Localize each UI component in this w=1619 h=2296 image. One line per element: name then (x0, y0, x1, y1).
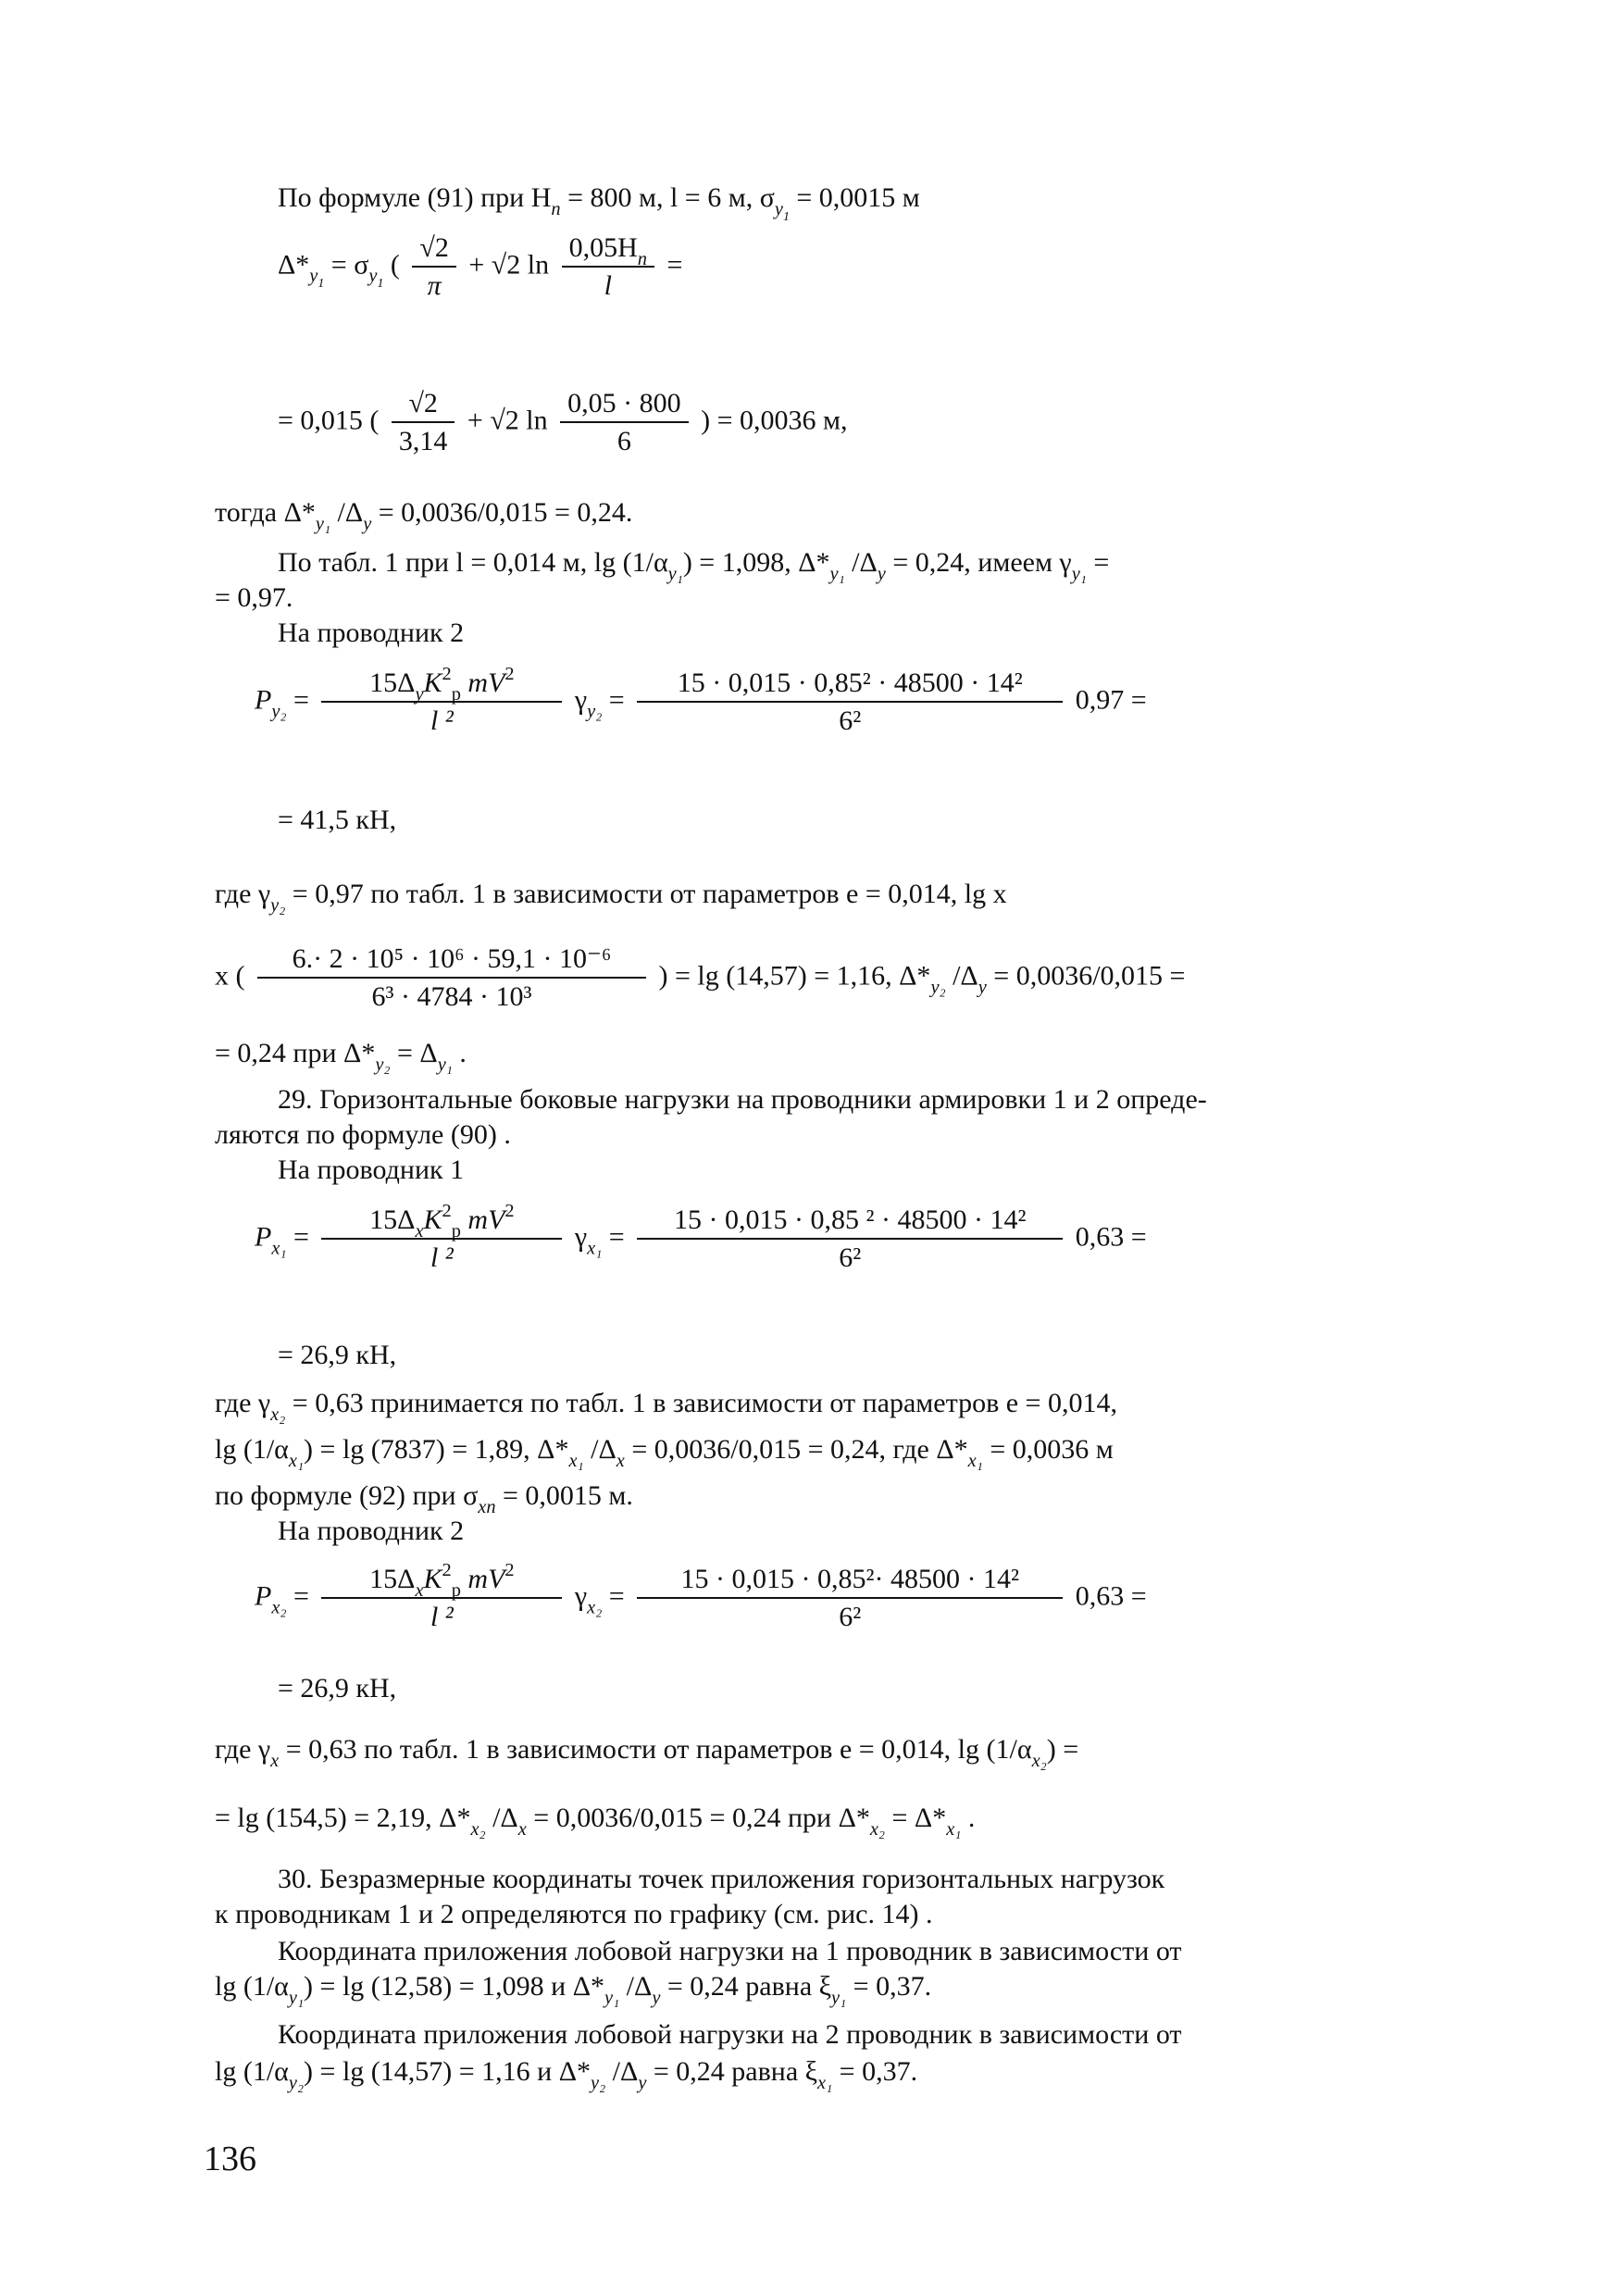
paragraph-30: Координата приложения лобовой нагрузки на 1 проводник в зависимости от (278, 1936, 1182, 1966)
text-line: = 0,97. (215, 582, 293, 613)
sub: y1 (368, 266, 384, 292)
equation-Py2: $P_{y_2}$ = $\frac{15\Delta_yK^2_p mV^2}{\text{l ²}}$ $\gamma_{y_2}$ = $\frac{\text{15 · 0,015 · 0,85² · 48500 · 14²}}{\text{6²}}$ 0,97 = (255, 663, 1147, 737)
text: = (666, 249, 683, 281)
text: Δ* (278, 249, 310, 281)
sub: y1 (309, 266, 325, 292)
text-line: По табл. 1 при l = 0,014 м, $\lg (1/\alpha_{y_1}) = 1,098$, $\Delta*_{y_1}$ $/\Delta_y = 0,24$, имеем $\gamma_{y_1}$ = (278, 547, 1110, 585)
text: + √2 ln (468, 249, 550, 281)
text: ( (383, 249, 400, 281)
fraction: $\frac{√2}{3,14}$ (392, 387, 455, 458)
paragraph-30: $\lg (1/\alpha_{y_2}) = \lg (14,57) = 1,16$ и $\Delta*_{y_2}$ $/\Delta_y = 0,24$ равна $\xi_{x_1} = 0,37$. (215, 2056, 918, 2094)
paragraph-30: Координата приложения лобовой нагрузки на 2 проводник в зависимости от (278, 2019, 1182, 2050)
paragraph-30: к проводникам 1 и 2 определяются по графику (см. рис. 14) . (215, 1899, 933, 1929)
text-line: = lg (154,5) = 2,19, $\Delta*_{x_2}$ $/\Delta_x = 0,0036/0,015 = 0,24$ при $\Delta*_{x_2} = \Delta*_{x_1}$ . (215, 1803, 976, 1841)
fraction: $\frac{15\Delta_xK^2_p mV^2}{\text{l ²}}$ (321, 1204, 562, 1275)
text-line: На проводник 2 (278, 1516, 465, 1546)
text-line: тогда $\Delta*_{y_1}$ $/\Delta_y = 0,0036/0,015 = 0,24$. (215, 497, 633, 535)
fraction: $\frac{\text{15 · 0,015 · 0,85²· 48500 · 14²}}{\text{6²}}$ (637, 1563, 1063, 1634)
fraction: $\frac{0,05 \cdot 800}{6}$ (560, 387, 689, 458)
equation-Px2: $P_{x_2}$ = $\frac{15\Delta_xK^2_p mV^2}{\text{l ²}}$ $\gamma_{x_2}$ = $\frac{\text{15 · 0,015 · 0,85²· 48500 · 14²}}{\text{6²}}$ 0,63 = (255, 1559, 1147, 1633)
fraction: $\frac{\text{15 · 0,015 · 0,85 ² · 48500 · 14²}}{\text{6²}}$ (637, 1204, 1063, 1275)
fraction: $\frac{√2}{\pi}$ (412, 231, 455, 303)
equation-lg: x ( $\frac{\text{6.· 2 · 10⁵ · 10⁶ · 59,1 · 10⁻⁶}}{\text{6³ · 4784 · 10³}}$ ) = lg (14,57) = 1,16, $\Delta*_{y_2}$ $/\Delta_y = 0,0036/0,015$ = (215, 943, 1186, 1013)
paragraph-30: 30. Безразмерные координаты точек приложения горизонтальных нагрузок (278, 1864, 1165, 1894)
equation-delta-y1 (278, 231, 682, 303)
fraction: $\frac{0,05H_n}{l}$ (562, 231, 654, 303)
page-number: 136 (204, 2140, 256, 2178)
text: = σ (330, 249, 369, 281)
text-line: = 41,5 кН, (278, 805, 397, 835)
fraction: $\frac{15\Delta_xK^2_p mV^2}{\text{l ²}}$ (321, 1563, 562, 1634)
equation-delta-y1-numeric (278, 387, 848, 458)
paragraph-30: $\lg (1/\alpha_{y_1}) = \lg (12,58) = 1,098$ и $\Delta*_{y_1}$ $/\Delta_y = 0,24$ равна $\xi_{y_1} = 0,37$. (215, 1971, 932, 2009)
sub: n (551, 199, 561, 220)
text-line: по формуле (92) при $\sigma_{xn} = 0,0015$ м. (215, 1480, 633, 1518)
text: = 0,015 ( (278, 405, 380, 436)
text: = 800 м, l = 6 м, σ (560, 182, 775, 213)
text: По формуле (91) при H (278, 182, 552, 213)
text-line: = 0,24 при $\Delta*_{y_2} = \Delta_{y_1}$ . (215, 1038, 467, 1076)
text-line: где $\gamma_{y_2} = 0,97$ по табл. 1 в зависимости от параметров e = 0,014, lg x (215, 879, 1007, 917)
text-line: = 26,9 кН, (278, 1673, 397, 1703)
fraction: $\frac{15\Delta_yK^2_p mV^2}{\text{l ²}}$ (321, 667, 562, 738)
text-line: На проводник 2 (278, 618, 465, 648)
formula-91-intro (278, 181, 920, 225)
text-line: $\lg (1/\alpha_{x_1}) = \lg (7837) = 1,89$, $\Delta*_{x_1}$ $/\Delta_x = 0,0036/0,015 = 0,24$, где $\Delta*_{x_1} = 0,0036$ м (215, 1434, 1114, 1472)
paragraph-29: ляются по формуле (90) . (215, 1119, 511, 1150)
equation-Px1: $P_{x_1}$ = $\frac{15\Delta_xK^2_p mV^2}{\text{l ²}}$ $\gamma_{x_1}$ = $\frac{\text{15 · 0,015 · 0,85 ² · 48500 · 14²}}{\text{6²}}$ 0,63 = (255, 1200, 1147, 1274)
text-line: На проводник 1 (278, 1154, 465, 1185)
paragraph-29: 29. Горизонтальные боковые нагрузки на проводники армировки 1 и 2 опреде- (278, 1084, 1207, 1115)
text: = 0,0015 м (789, 182, 920, 213)
text-line: где $\gamma_x = 0,63$ по табл. 1 в зависимости от параметров e = 0,014, $\lg (1/\alpha_{x_2})$ = (215, 1734, 1079, 1772)
text-line: = 26,9 кН, (278, 1340, 397, 1370)
text: + √2 ln (467, 405, 548, 436)
sub: y1 (774, 199, 790, 225)
text: ) = 0,0036 м, (701, 405, 848, 436)
text-line: где $\gamma_{x_2} = 0,63$ принимается по табл. 1 в зависимости от параметров e = 0,014, (215, 1388, 1117, 1426)
fraction: $\frac{\text{15 · 0,015 · 0,85² · 48500 · 14²}}{\text{6²}}$ (637, 667, 1063, 738)
fraction: $\frac{\text{6.· 2 · 10⁵ · 10⁶ · 59,1 · 10⁻⁶}}{\text{6³ · 4784 · 10³}}$ (257, 942, 646, 1014)
